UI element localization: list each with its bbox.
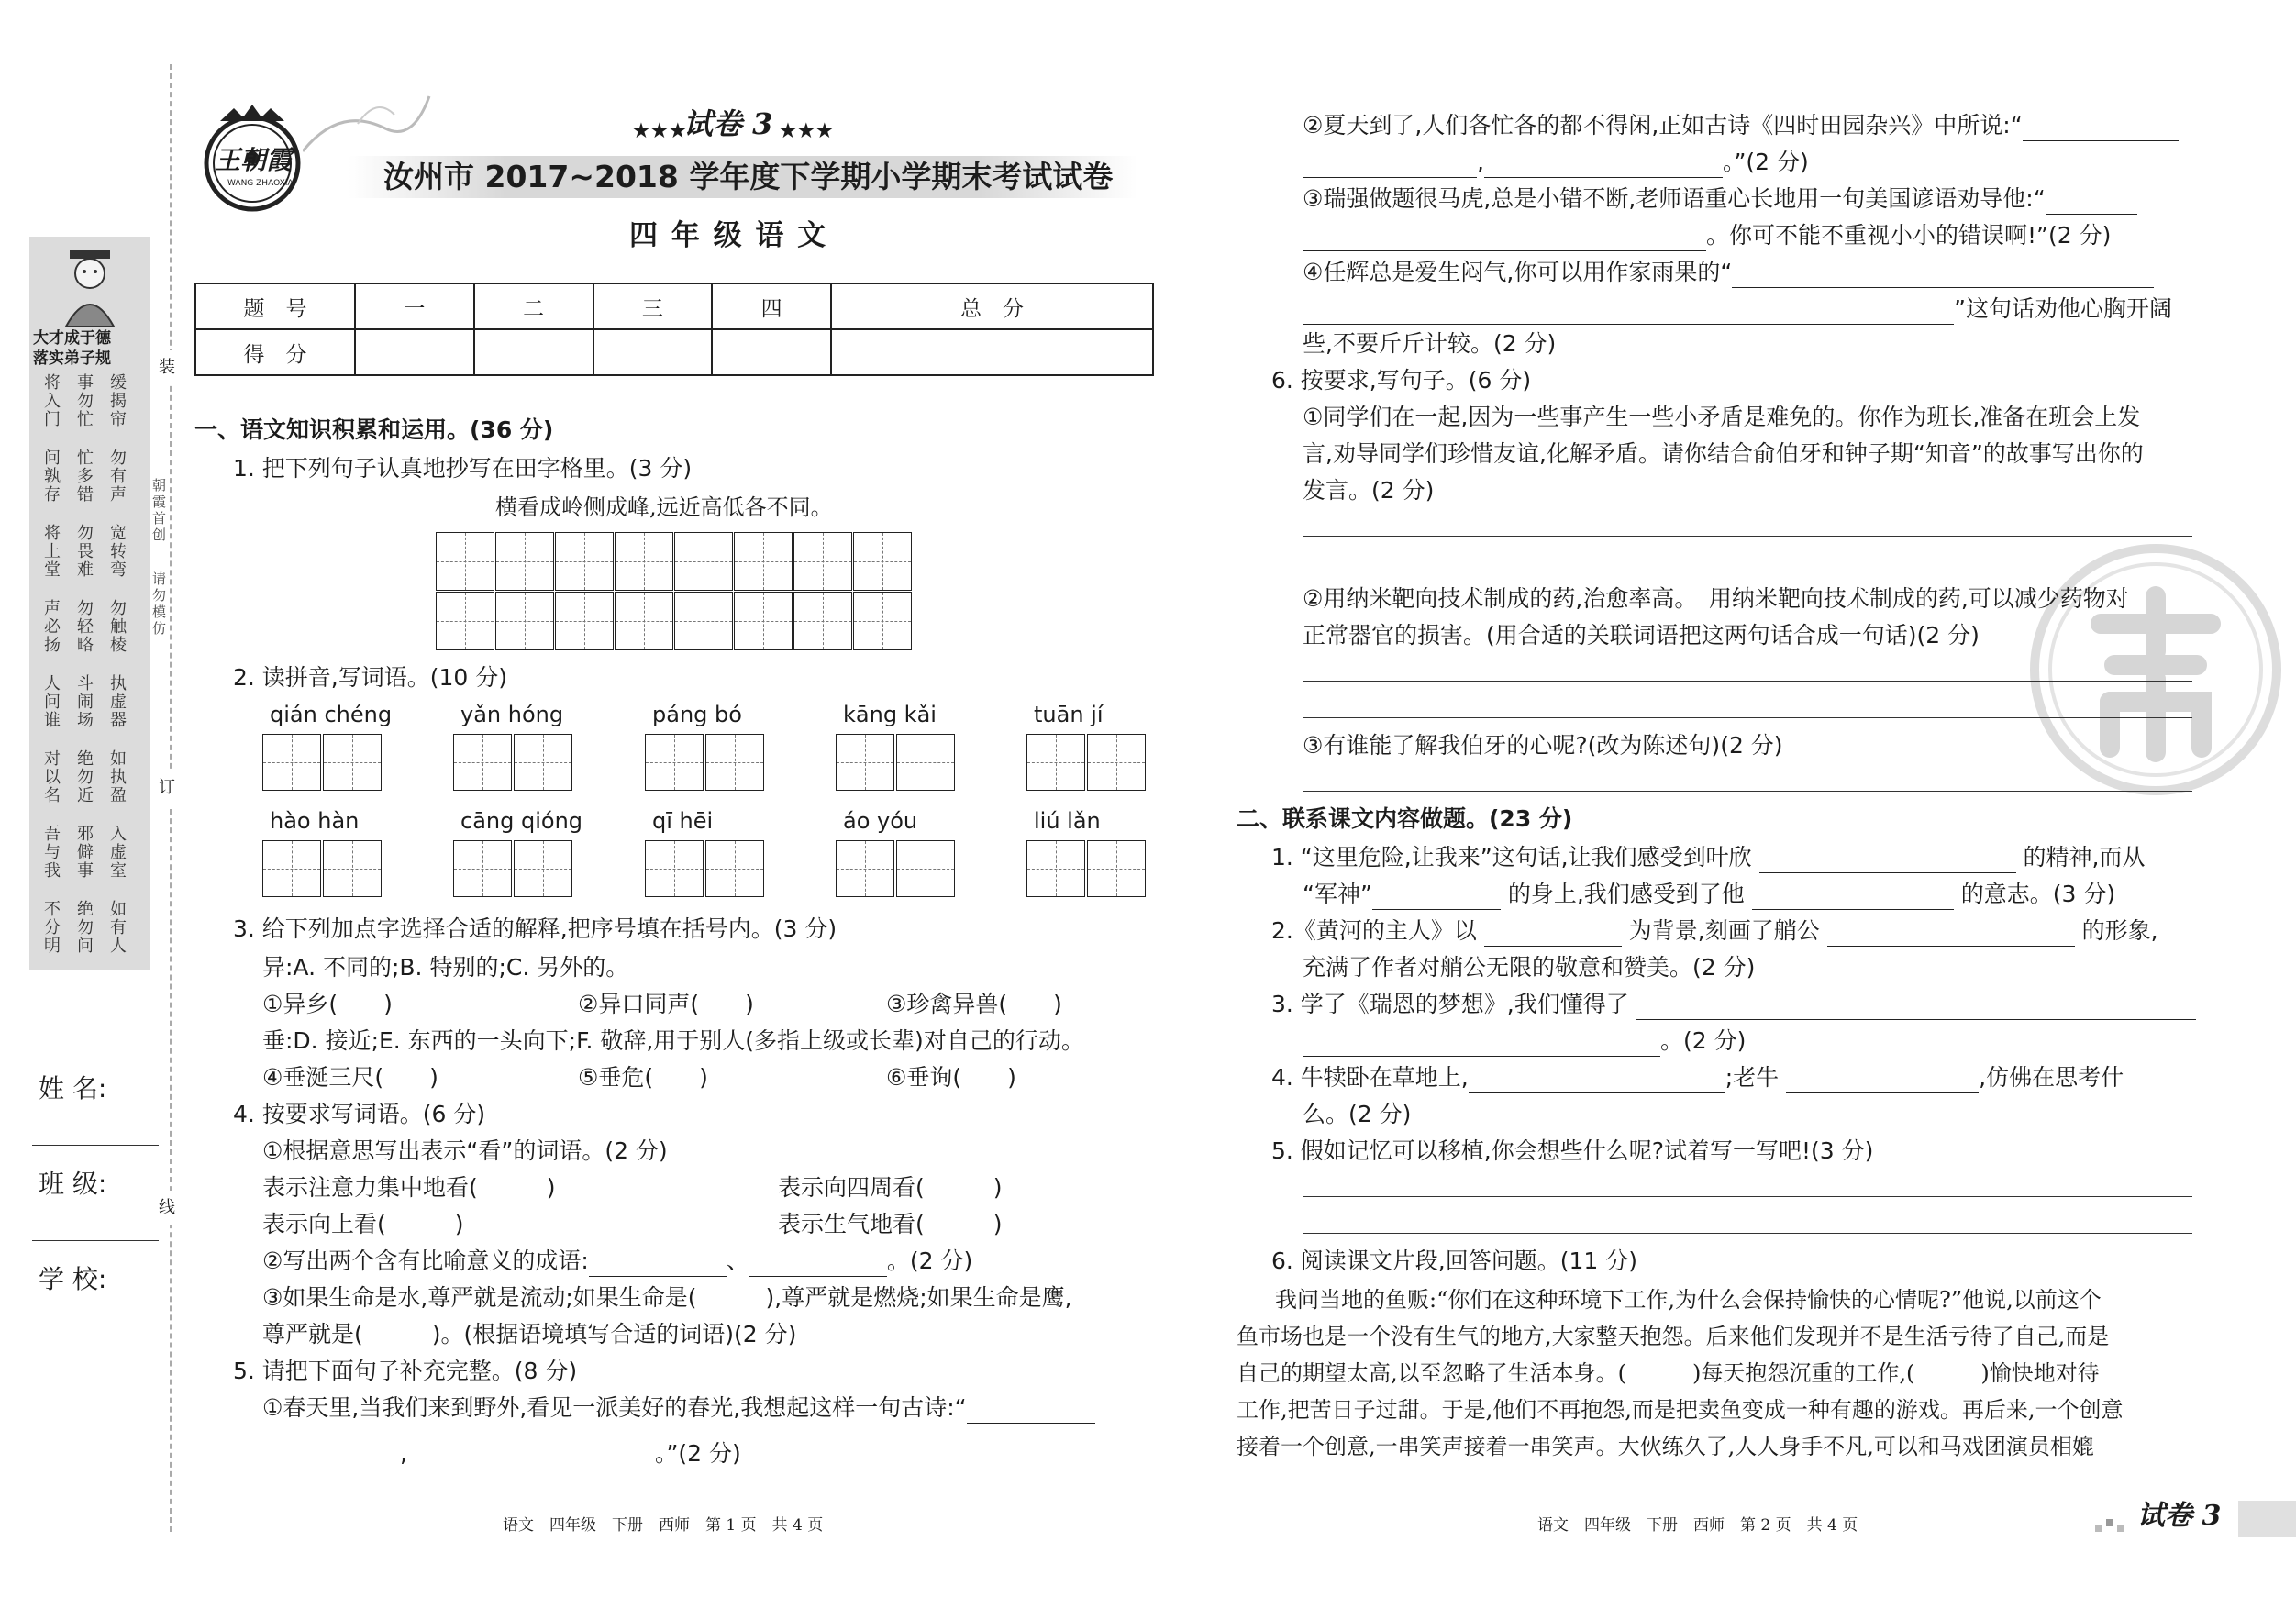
name-field[interactable] — [32, 1145, 159, 1146]
pinyin-answer-box[interactable] — [1087, 840, 1146, 897]
poem-blank-2[interactable] — [262, 1445, 400, 1469]
r-question-3-line2 — [1303, 1026, 1746, 1057]
dizigui-column: 忙 多 错 — [77, 449, 94, 505]
school-label: 学 校: — [39, 1264, 107, 1294]
question-6-2-line1: ②用纳米靶向技术制成的药,治愈率高。 用纳米靶向技术制成的药,可以减少药物对 — [1303, 585, 2129, 612]
passage-line: 鱼市场也是一个没有生气的地方,大家整天抱怨。后来他们发现并不是生活亏待了自己,而是 — [1237, 1324, 2110, 1349]
dizigui-column: 如 执 盈 — [110, 749, 127, 805]
r-question-1-line2 — [1303, 879, 2115, 910]
score-row-label: 得 分 — [195, 329, 355, 375]
motto-line2: 落实弟子规 — [33, 349, 111, 368]
pinyin-answer-box[interactable] — [896, 840, 955, 897]
dizigui-column: 人 问 谁 — [44, 674, 61, 730]
tianzige-cell[interactable] — [436, 532, 494, 591]
pinyin-answer-box[interactable] — [645, 734, 704, 791]
page-1-footer: 语文 四年级 下册 西师 第 1 页 共 4 页 — [503, 1516, 824, 1535]
r4-text-b: ;老牛 — [1725, 1064, 1780, 1091]
pinyin-answer-box[interactable] — [514, 734, 572, 791]
tianzige-cell[interactable] — [853, 592, 912, 650]
pinyin-label: qián chéng — [270, 702, 393, 727]
question-5-2-line2: , 。”(2 分) — [1303, 147, 1809, 178]
tianzige-cell[interactable] — [674, 592, 733, 650]
score-header-cell: 总 分 — [831, 283, 1153, 329]
dizigui-column: 邪 僻 事 — [77, 825, 94, 881]
pinyin-answer-box[interactable] — [705, 840, 764, 897]
pinyin-label: liú lǎn — [1034, 808, 1101, 834]
question-5-3-line2 — [1303, 220, 2111, 251]
r2-text-c: 的形象, — [2081, 917, 2158, 944]
section-1-heading: 一、语文知识积累和运用。(36 分) — [194, 416, 554, 443]
dizigui-column: 如 有 人 — [110, 900, 127, 956]
pinyin-answer-box[interactable] — [262, 734, 321, 791]
score-table-score-row — [195, 329, 1153, 375]
question-5-4-tail: ”这句话劝他心胸开阔 — [1954, 295, 2172, 322]
score-header-cell: 一 — [355, 283, 474, 329]
pinyin-label: cāng qióng — [460, 808, 583, 834]
question-5-3-tail: 。你可不能不重视小小的错误啊!”(2 分) — [1706, 222, 2112, 249]
r4-text-a: 4. 牛犊卧在草地上, — [1271, 1064, 1469, 1091]
badge-stars-left: ★★★ — [633, 119, 688, 141]
dizigui-column: 声 必 扬 — [44, 599, 61, 655]
question-1: 1. 把下列句子认真地抄写在田字格里。(3 分) — [233, 455, 693, 482]
exam-badge: 试卷 3 — [683, 106, 773, 141]
section-2-heading: 二、联系课文内容做题。(23 分) — [1237, 805, 1573, 832]
r-question-6: 6. 阅读课文片段,回答问题。(11 分) — [1271, 1248, 1638, 1274]
question-4-2-tail: 。(2 分) — [886, 1248, 973, 1274]
pinyin-answer-box[interactable] — [323, 840, 382, 897]
r1-text-c: “军神” — [1303, 881, 1372, 907]
brand-name-en: WANG ZHAOXIA — [227, 179, 294, 188]
dizigui-column: 将 上 堂 — [44, 524, 61, 580]
question-5-1-line1 — [262, 1392, 1095, 1424]
answer-line[interactable] — [1303, 536, 2192, 537]
r1-text-b: 的精神,而从 — [2023, 844, 2146, 871]
exam-subject: 四 年 级 语 文 — [629, 219, 828, 252]
quote-blank-2[interactable] — [1303, 300, 1954, 325]
dizigui-column: 执 虚 器 — [110, 674, 127, 730]
badge-stars-right: ★★★ — [780, 119, 835, 141]
passage-line: 工作,把苦日子过甜。于是,他们不再抱怨,而是把卖鱼变成一种有趣的游戏。再后来,一个创意 — [1237, 1397, 2124, 1423]
passage-line: 自己的期望太高,以至忽略了生活本身。( )每天抱怨沉重的工作,( )愉快地对待 — [1237, 1360, 2100, 1386]
pinyin-label: kāng kǎi — [843, 702, 937, 727]
lesson-blank-2[interactable] — [1303, 1032, 1660, 1057]
question-6-2-line2: 正常器官的损害。(用合适的关联词语把这两句话合成一句话)(2 分) — [1303, 622, 1980, 649]
r1-text-e: 的意志。(3 分) — [1960, 881, 2116, 907]
corner-band — [2238, 1501, 2296, 1537]
r3-text-a: 3. 学了《瑞恩的梦想》,我们懂得了 — [1271, 991, 1629, 1017]
r3-text-b: 。(2 分) — [1660, 1027, 1747, 1054]
answer-line[interactable] — [1303, 1233, 2192, 1234]
question-6: 6. 按要求,写句子。(6 分) — [1271, 367, 1532, 394]
pinyin-label: yǎn hóng — [460, 702, 564, 727]
tianzige-cell[interactable] — [555, 592, 614, 650]
cut-mark-3: 线 — [159, 1191, 175, 1225]
question-5: 5. 请把下面句子补充完整。(8 分) — [233, 1358, 578, 1384]
poem-blank-6[interactable] — [1484, 153, 1723, 178]
pinyin-answer-box[interactable] — [705, 734, 764, 791]
motto-line1: 大才成于德 — [33, 329, 111, 348]
pinyin-answer-box[interactable] — [1026, 840, 1085, 897]
pinyin-answer-box[interactable] — [1026, 734, 1085, 791]
q4-item-3[interactable]: 表示向上看( ) — [262, 1211, 464, 1237]
question-5-2-line1 — [1303, 110, 2179, 141]
answer-line[interactable] — [1303, 791, 2192, 792]
tianzige-cell[interactable] — [734, 592, 793, 650]
pinyin-label: áo yóu — [843, 808, 918, 834]
tianzige-cell[interactable] — [734, 532, 793, 591]
corner-dots-icon — [2093, 1512, 2130, 1534]
question-5-3-text: ③瑞强做题很马虎,总是小错不断,老师语重心长地用一句美国谚语劝导他:“ — [1303, 185, 2046, 212]
q3-item-2[interactable]: ②异口同声( ) — [578, 991, 754, 1017]
background-blank[interactable] — [1484, 922, 1622, 947]
dizigui-column: 吾 与 我 — [44, 825, 61, 881]
dizigui-column: 绝 勿 问 — [77, 900, 94, 956]
idiom-blank-1[interactable] — [589, 1252, 727, 1277]
tianzige-cell[interactable] — [495, 532, 554, 591]
quote-blank-1[interactable] — [1732, 263, 2154, 288]
spirit-blank[interactable] — [1759, 848, 2016, 873]
score-table-header-row — [195, 283, 1153, 329]
question-4-2: ②写出两个含有比喻意义的成语: 、 。(2 分) — [262, 1246, 972, 1277]
question-5-4-line2 — [1303, 294, 2172, 325]
q3-item-6[interactable]: ⑥垂询( ) — [886, 1064, 1016, 1091]
tianzige-cell[interactable] — [615, 592, 673, 650]
passage-line: 我问当地的鱼贩:“你们在这种环境下工作,为什么会保持愉快的心情呢?”他说,以前这个 — [1275, 1287, 2102, 1313]
question-5-4-line3: 些,不要斤斤计较。(2 分) — [1303, 330, 1557, 357]
poem-blank-3[interactable] — [407, 1445, 655, 1469]
question-6-1-line3: 发言。(2 分) — [1303, 477, 1435, 504]
question-2: 2. 读拼音,写词语。(10 分) — [233, 664, 508, 691]
q4-item-4[interactable]: 表示生气地看( ) — [778, 1211, 1003, 1237]
tianzige-cell[interactable] — [436, 592, 494, 650]
dizigui-column: 勿 轻 略 — [77, 599, 94, 655]
question-3-yi: 异:A. 不同的;B. 特别的;C. 另外的。 — [262, 954, 629, 981]
question-5-2-text: ②夏天到了,人们各忙各的都不得闲,正如古诗《四时田园杂兴》中所说:“ — [1303, 112, 2023, 139]
question-1-sentence: 横看成岭侧成峰,远近高低各不同。 — [495, 494, 833, 520]
r2-text-d: 充满了作者对艄公无限的敬意和赞美。(2 分) — [1303, 954, 1756, 981]
question-5-2-tail: 。”(2 分) — [1722, 149, 1809, 175]
pinyin-answer-box[interactable] — [453, 734, 512, 791]
question-4-2-text: ②写出两个含有比喻意义的成语: — [262, 1248, 589, 1274]
score-header-cell: 三 — [593, 283, 713, 329]
dizigui-column: 将 入 门 — [44, 373, 61, 429]
scholar-figure-icon — [57, 246, 123, 328]
dizigui-column: 问 孰 存 — [44, 449, 61, 505]
score-header-cell: 四 — [712, 283, 831, 329]
poem-blank-4[interactable] — [2023, 116, 2179, 141]
ribbon-decoration-icon — [303, 87, 431, 161]
calf-blank[interactable] — [1469, 1069, 1725, 1093]
secret-watermark — [2027, 541, 2284, 798]
pinyin-label: qī hēi — [652, 808, 714, 834]
class-label: 班 级: — [39, 1169, 107, 1199]
r-question-3-line1 — [1271, 989, 2196, 1020]
tianzige-cell[interactable] — [615, 532, 673, 591]
answer-line[interactable] — [1303, 717, 2192, 718]
pinyin-answer-box[interactable] — [836, 734, 894, 791]
question-4-1: ①根据意思写出表示“看”的词语。(2 分) — [262, 1137, 668, 1164]
question-5-3-line1 — [1303, 183, 2137, 215]
idiom-blank-2[interactable] — [749, 1252, 887, 1277]
pinyin-label: hào hàn — [270, 808, 360, 834]
r1-text-d: 的身上,我们感受到了他 — [1507, 881, 1745, 907]
cut-mark-1: 装 — [159, 350, 175, 385]
question-5-4-text: ④任辉总是爱生闷气,你可以用作家雨果的“ — [1303, 259, 1733, 285]
question-5-1-tail: 。”(2 分) — [654, 1440, 741, 1467]
corner-badge: 试卷 3 — [2137, 1500, 2222, 1532]
dizigui-column: 对 以 名 — [44, 749, 61, 805]
score-cell[interactable] — [355, 329, 474, 375]
r2-text-b: 为背景,刻画了艄公 — [1628, 917, 1820, 944]
question-5-1-text: ①春天里,当我们来到野外,看见一派美好的春光,我想起这样一句古诗:“ — [262, 1394, 967, 1421]
q4-item-1[interactable]: 表示注意力集中地看( ) — [262, 1174, 556, 1201]
copyright-notice-b: 请 勿 模 仿 — [152, 571, 167, 637]
r1-text-a: 1. “这里危险,让我来”这句话,让我们感受到叶欣 — [1271, 844, 1752, 871]
proverb-blank-1[interactable] — [2046, 190, 2137, 215]
class-field[interactable] — [32, 1240, 159, 1241]
pinyin-answer-box[interactable] — [453, 840, 512, 897]
image-blank[interactable] — [1827, 922, 2075, 947]
ox-blank[interactable] — [1786, 1069, 1979, 1093]
question-4-3-line2: 尊严就是( )。(根据语境填写合适的词语)(2 分) — [262, 1321, 797, 1347]
poem-blank-5[interactable] — [1303, 153, 1477, 178]
question-4-3-line1: ③如果生命是水,尊严就是流动;如果生命是( ),尊严就是燃烧;如果生命是鹰, — [262, 1284, 1072, 1311]
pinyin-answer-box[interactable] — [836, 840, 894, 897]
question-3-chui: 垂:D. 接近;E. 东西的一头向下;F. 敬辞,用于别人(多指上级或长辈)对自己的行动。 — [262, 1027, 1084, 1054]
question-5-4-line1 — [1303, 257, 2154, 288]
r4-text-d: 么。(2 分) — [1303, 1101, 1412, 1127]
question-5-1-line2: , 。”(2 分) — [262, 1438, 741, 1469]
person-blank[interactable] — [1372, 885, 1501, 910]
tianzige-cell[interactable] — [674, 532, 733, 591]
tianzige-cell[interactable] — [853, 532, 912, 591]
pinyin-label: páng bó — [652, 702, 742, 727]
tianzige-cell[interactable] — [793, 592, 852, 650]
dizigui-column: 勿 畏 难 — [77, 524, 94, 580]
score-cell[interactable] — [593, 329, 713, 375]
score-table — [194, 283, 1154, 376]
poem-blank-1[interactable] — [967, 1399, 1095, 1424]
answer-line[interactable] — [1303, 681, 2192, 682]
tianzige-cell[interactable] — [793, 532, 852, 591]
q3-item-4[interactable]: ④垂涎三尺( ) — [262, 1064, 438, 1091]
copyright-notice-a: 朝 霞 首 创 — [152, 477, 167, 543]
score-cell[interactable] — [474, 329, 593, 375]
pinyin-answer-box[interactable] — [323, 734, 382, 791]
pinyin-answer-box[interactable] — [1087, 734, 1146, 791]
name-label: 姓 名: — [39, 1073, 107, 1103]
r-question-1-line1 — [1271, 842, 2145, 873]
page-2-footer: 语文 四年级 下册 西师 第 2 页 共 4 页 — [1537, 1516, 1858, 1535]
answer-line[interactable] — [1303, 1196, 2192, 1197]
r4-text-c: ,仿佛在思考什 — [1979, 1064, 2124, 1091]
dizigui-column: 不 分 明 — [44, 900, 61, 956]
score-cell[interactable] — [712, 329, 831, 375]
q3-item-5[interactable]: ⑤垂危( ) — [578, 1064, 708, 1091]
proverb-blank-2[interactable] — [1303, 227, 1706, 251]
dizigui-column: 入 虚 室 — [110, 825, 127, 881]
will-blank[interactable] — [1752, 885, 1954, 910]
brand-name: 王朝霞 — [215, 145, 293, 175]
dizigui-column: 勿 触 棱 — [110, 599, 127, 655]
pinyin-label: tuān jí — [1034, 702, 1104, 727]
tianzige-cell[interactable] — [495, 592, 554, 650]
dizigui-column: 斗 闹 场 — [77, 674, 94, 730]
score-header-cell: 二 — [474, 283, 593, 329]
cut-mark-2: 订 — [159, 771, 175, 805]
q3-item-3[interactable]: ③珍禽异兽( ) — [886, 991, 1062, 1017]
score-header-cell: 题 号 — [195, 283, 355, 329]
pinyin-answer-box[interactable] — [514, 840, 572, 897]
r-question-4-line1 — [1271, 1062, 2124, 1093]
question-6-1-line1: ①同学们在一起,因为一些事产生一些小矛盾是难免的。你作为班长,准备在班会上发 — [1303, 404, 2141, 430]
r-question-5: 5. 假如记忆可以移植,你会想些什么呢?试着写一写吧!(3 分) — [1271, 1137, 1874, 1164]
dizigui-column: 绝 勿 近 — [77, 749, 94, 805]
q3-item-1[interactable]: ①异乡( ) — [262, 991, 393, 1017]
question-3: 3. 给下列加点字选择合适的解释,把序号填在括号内。(3 分) — [233, 915, 837, 942]
motto-strip — [29, 237, 150, 970]
exam-title: 汝州市 2017~2018 学年度下学期小学期末考试试卷 — [383, 159, 1114, 194]
passage-line: 接着一个创意,一串笑声接着一串笑声。大伙练久了,人人身手不凡,可以和马戏团演员相媲 — [1237, 1434, 2094, 1459]
dizigui-column: 宽 转 弯 — [110, 524, 127, 580]
lesson-blank-1[interactable] — [1636, 995, 2196, 1020]
r2-text-a: 2.《黄河的主人》以 — [1271, 917, 1477, 944]
question-6-1-line2: 言,劝导同学们珍惜友谊,化解矛盾。请你结合俞伯牙和钟子期“知音”的故事写出你的 — [1303, 440, 2144, 467]
dizigui-column: 勿 有 声 — [110, 449, 127, 505]
pinyin-answer-box[interactable] — [896, 734, 955, 791]
question-4: 4. 按要求写词语。(6 分) — [233, 1101, 486, 1127]
dizigui-column: 事 勿 忙 — [77, 373, 94, 429]
pinyin-answer-box[interactable] — [645, 840, 704, 897]
tianzige-cell[interactable] — [555, 532, 614, 591]
score-cell[interactable] — [831, 329, 1153, 375]
question-6-3: ③有谁能了解我伯牙的心呢?(改为陈述句)(2 分) — [1303, 732, 1783, 759]
pinyin-answer-box[interactable] — [262, 840, 321, 897]
dizigui-column: 缓 揭 帘 — [110, 373, 127, 429]
q4-item-2[interactable]: 表示向四周看( ) — [778, 1174, 1003, 1201]
r-question-2-line1 — [1271, 915, 2158, 947]
